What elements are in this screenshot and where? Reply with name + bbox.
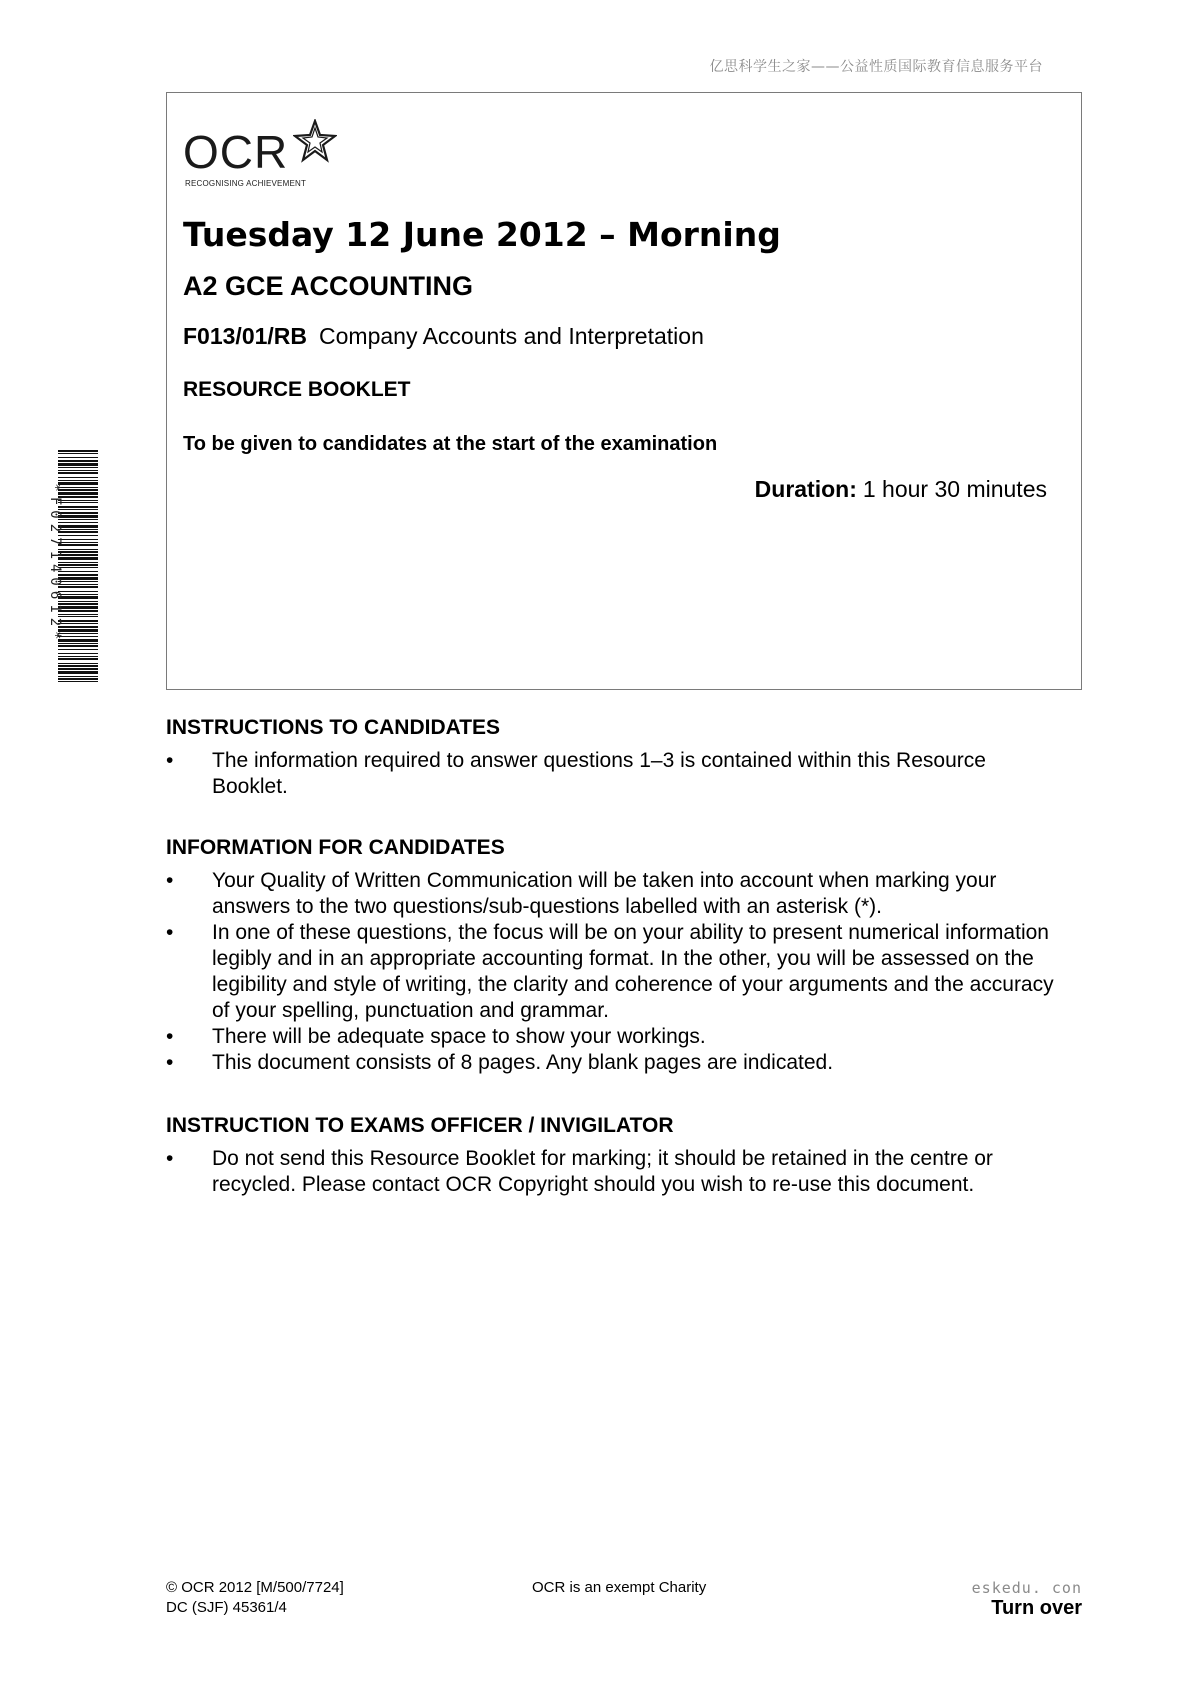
barcode-bar (58, 492, 98, 495)
exam-date: Tuesday 12 June 2012 – Morning (183, 215, 781, 254)
paper-line (183, 323, 704, 350)
barcode-bar (58, 656, 98, 657)
barcode-bar (58, 567, 98, 568)
turn-over: Turn over (991, 1597, 1082, 1619)
paper-title: Company Accounts and Interpretation (319, 323, 704, 349)
barcode-bar (58, 450, 98, 452)
barcode-bar (58, 557, 98, 560)
barcode-bar (58, 645, 98, 647)
barcode-bar (58, 584, 98, 585)
barcode-bar (58, 658, 98, 660)
barcode-bar (58, 542, 98, 543)
barcode-bar (58, 502, 98, 503)
barcode-bar (58, 653, 98, 654)
instructions-heading: INSTRUCTIONS TO CANDIDATES (166, 716, 501, 739)
barcode-bar (58, 544, 98, 546)
barcode-bar (58, 562, 98, 563)
ocr-logo (183, 119, 343, 191)
barcode-bar (58, 601, 98, 602)
officer-section (166, 1114, 1066, 1198)
duration-value: 1 hour 30 minutes (862, 476, 1047, 502)
barcode-bar (58, 681, 98, 682)
star-icon (293, 119, 337, 163)
watermark-top: 亿思科学生之家——公益性质国际教育信息服务平台 (709, 59, 1043, 75)
booklet-type: RESOURCE BOOKLET (183, 378, 411, 401)
instructions-list (166, 748, 1066, 800)
barcode-bar (58, 472, 98, 474)
barcode-bar (58, 643, 98, 644)
information-heading: INFORMATION FOR CANDIDATES (166, 836, 505, 859)
barcode-bar (58, 489, 98, 491)
list-item: • The information required to answer questions 1–3 is contained within this Resource Booklet. (166, 748, 1066, 800)
barcode-bar (58, 571, 98, 572)
barcode-bar (58, 564, 98, 566)
barcode-bar (58, 457, 98, 458)
barcode-bar (58, 581, 98, 582)
subject-title: A2 GCE ACCOUNTING (183, 271, 474, 301)
given-note: To be given to candidates at the start of the examination (183, 433, 718, 455)
list-item: • There will be adequate space to show your workings. (166, 1024, 1066, 1050)
barcode-bars (58, 450, 98, 682)
logo-tagline: RECOGNISING ACHIEVEMENT (185, 179, 307, 188)
footer-copyright: © OCR 2012 [M/500/7724] (166, 1579, 344, 1596)
barcode-text: *F027140612* (47, 483, 63, 645)
duration (755, 476, 1047, 503)
barcode-bar (58, 480, 98, 481)
logo-wordmark: OCR (183, 126, 289, 178)
barcode-bar (58, 467, 98, 468)
barcode-bar (58, 633, 98, 634)
barcode-bar (58, 577, 98, 580)
barcode-bar (58, 529, 98, 530)
barcode-bar (58, 639, 98, 642)
barcode-bar (58, 668, 98, 670)
information-section (166, 836, 1066, 1076)
barcode-bar (58, 512, 98, 514)
list-item: • Your Quality of Written Communication will be taken into account when marking your answers to the two questions/sub-questions labelled with an asterisk (*). (166, 868, 1066, 920)
footer-left (166, 1578, 344, 1618)
barcode-bar (58, 522, 98, 523)
barcode-bar (58, 487, 98, 488)
barcode-bar (58, 603, 98, 605)
list-item: • In one of these questions, the focus will be on your ability to present numerical information legibly and in an appropriate accounting format. In the other, you will be assessed on the legibility and style of writing, the clarity and coherence of your arguments and the accuracy of your spelling, punctuation and grammar. (166, 920, 1066, 1024)
barcode-bar (58, 470, 98, 471)
barcode-bar (58, 506, 98, 508)
barcode-bar (58, 678, 98, 680)
barcode-bar (58, 515, 98, 518)
barcode-bar (58, 614, 98, 615)
barcode-bar (58, 596, 98, 599)
barcode-bar (58, 671, 98, 674)
footer-charity: OCR is an exempt Charity (532, 1579, 707, 1596)
barcode-bar (58, 623, 98, 624)
barcode-bar (58, 535, 98, 536)
instructions-section (166, 716, 1066, 800)
barcode-bar (58, 509, 98, 510)
barcode-bar (58, 591, 98, 592)
barcode-bar (58, 649, 98, 650)
barcode-bar (58, 626, 98, 628)
barcode-bar (58, 496, 98, 498)
barcode-bar (58, 606, 98, 609)
list-item: • Do not send this Resource Booklet for marking; it should be retained in the centre or recycled. Please contact OCR Copyright should you wish to re-use this document. (166, 1146, 1066, 1198)
footer-right (972, 1578, 1082, 1618)
barcode-bar (58, 551, 98, 553)
barcode-bar (58, 636, 98, 637)
information-list (166, 868, 1066, 1076)
watermark-bottom: eskedu. con (971, 1579, 1082, 1597)
officer-list (166, 1146, 1066, 1198)
barcode-bar (58, 519, 98, 520)
cover-box (166, 92, 1082, 690)
barcode-bar (58, 629, 98, 632)
officer-heading: INSTRUCTION TO EXAMS OFFICER / INVIGILATOR (166, 1114, 674, 1137)
list-item: • This document consists of 8 pages. Any blank pages are indicated. (166, 1050, 1066, 1076)
barcode-bar (58, 477, 98, 478)
barcode-bar (58, 554, 98, 556)
barcode-bar (58, 500, 98, 501)
duration-label: Duration: (754, 476, 857, 502)
barcode-bar (58, 663, 98, 664)
barcode-bar (58, 453, 98, 454)
barcode-bar (58, 482, 98, 485)
barcode (40, 450, 98, 682)
barcode-bar (58, 616, 98, 617)
barcode-bar (58, 676, 98, 677)
barcode-bar (58, 610, 98, 612)
barcode-bar (58, 531, 98, 533)
barcode-bar (58, 463, 98, 466)
footer-reference: DC (SJF) 45361/4 (166, 1599, 287, 1616)
barcode-bar (58, 574, 98, 576)
barcode-bar (58, 460, 98, 462)
barcode-bar (58, 620, 98, 622)
barcode-bar (58, 525, 98, 528)
barcode-bar (58, 549, 98, 550)
barcode-bar (58, 539, 98, 540)
barcode-bar (58, 665, 98, 667)
barcode-bar (58, 586, 98, 588)
barcode-bar (58, 594, 98, 595)
paper-code: F013/01/RB (183, 323, 308, 349)
